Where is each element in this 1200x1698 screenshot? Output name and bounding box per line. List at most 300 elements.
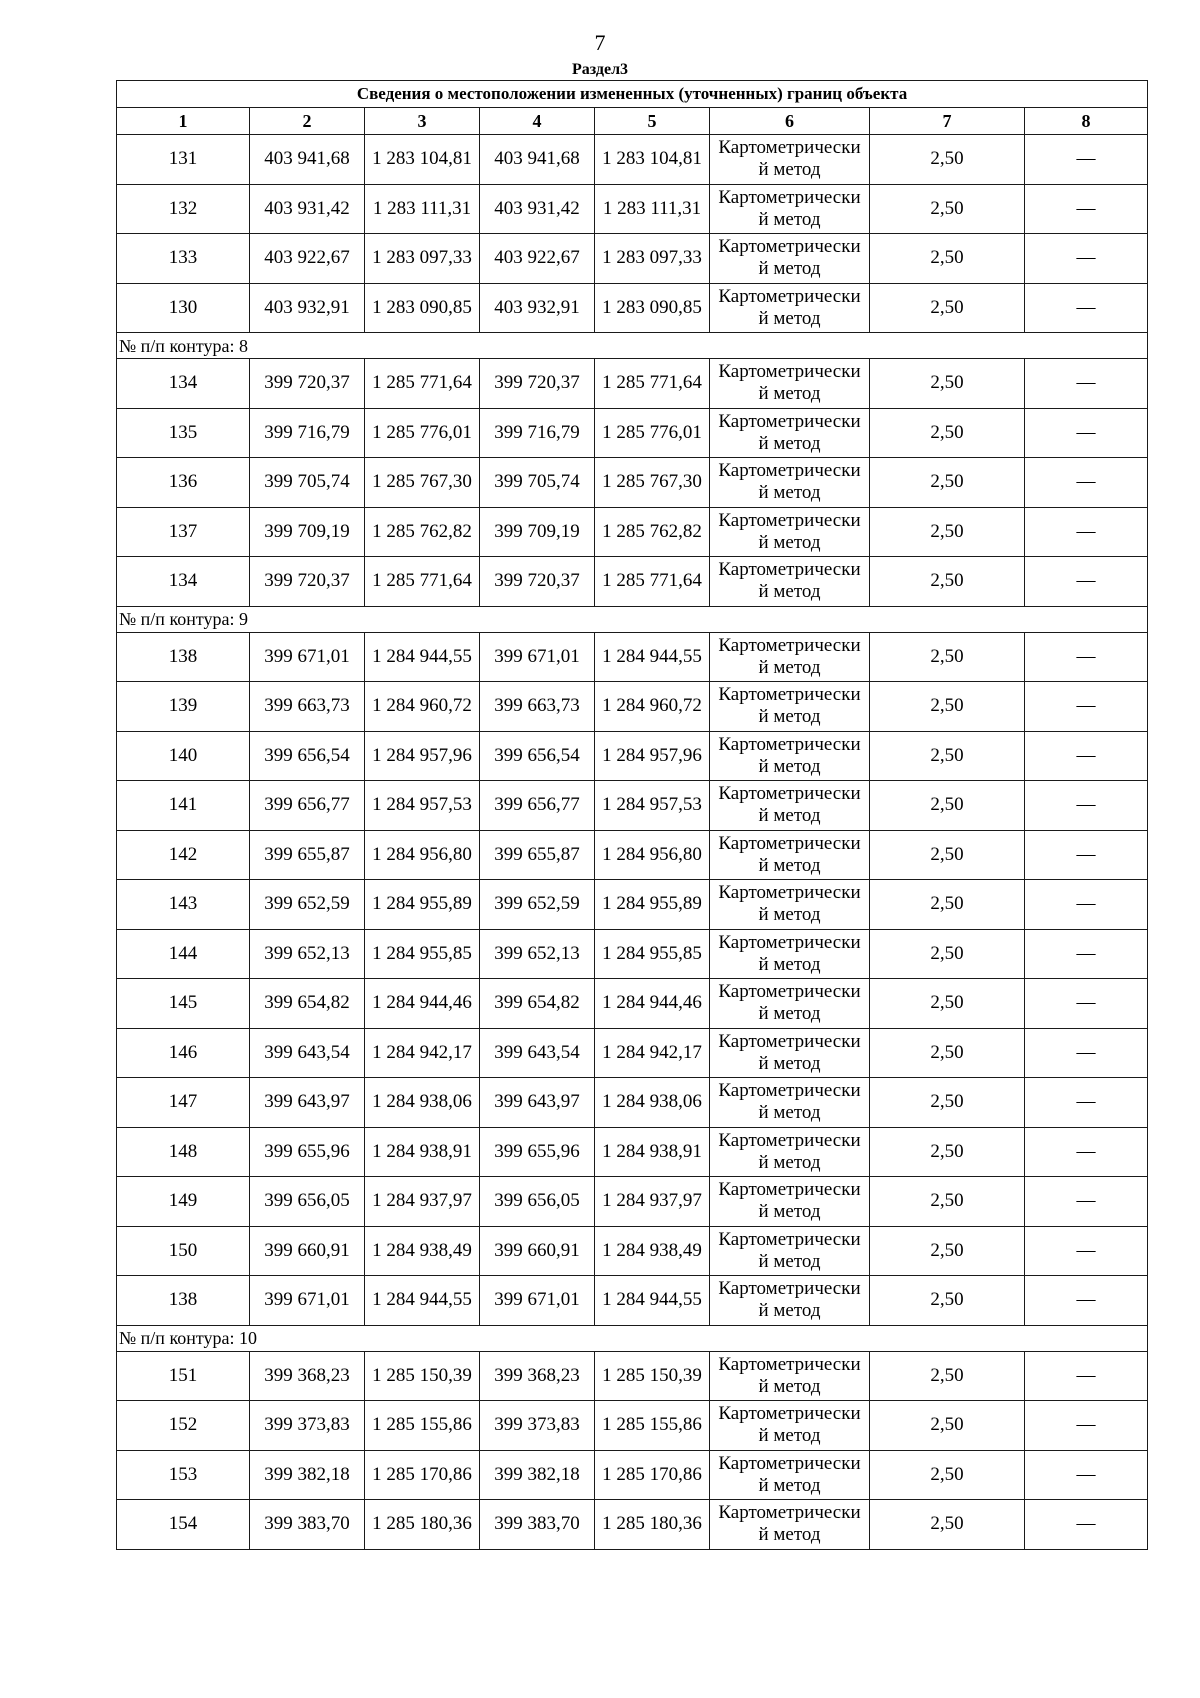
y-existing-cell: 1 283 104,81 <box>365 135 480 185</box>
description-cell: — <box>1025 507 1148 557</box>
x-existing-cell: 399 720,37 <box>250 557 365 607</box>
accuracy-cell: 2,50 <box>870 1401 1025 1451</box>
method-text-line2: й метод <box>758 904 821 926</box>
y-new-cell: 1 285 170,86 <box>595 1450 710 1500</box>
description-cell: — <box>1025 359 1148 409</box>
point-number-cell: 138 <box>117 1276 250 1326</box>
accuracy-cell: 2,50 <box>870 557 1025 607</box>
y-existing-cell: 1 284 937,97 <box>365 1177 480 1227</box>
y-new-cell: 1 284 938,06 <box>595 1078 710 1128</box>
description-cell: — <box>1025 830 1148 880</box>
x-existing-cell: 399 383,70 <box>250 1500 365 1550</box>
point-number-cell: 141 <box>117 781 250 831</box>
accuracy-cell: 2,50 <box>870 359 1025 409</box>
description-cell: — <box>1025 1401 1148 1451</box>
accuracy-cell: 2,50 <box>870 632 1025 682</box>
y-existing-cell: 1 285 771,64 <box>365 557 480 607</box>
x-new-cell: 399 373,83 <box>480 1401 595 1451</box>
y-existing-cell: 1 284 938,06 <box>365 1078 480 1128</box>
method-cell <box>710 458 870 508</box>
y-existing-cell: 1 283 111,31 <box>365 184 480 234</box>
table-row <box>117 234 1148 284</box>
y-new-cell: 1 284 957,96 <box>595 731 710 781</box>
y-new-cell: 1 284 944,55 <box>595 1276 710 1326</box>
x-existing-cell: 399 656,05 <box>250 1177 365 1227</box>
method-text-line1: Картометрически <box>718 1228 861 1250</box>
method-text-line2: й метод <box>758 1151 821 1173</box>
description-cell: — <box>1025 1226 1148 1276</box>
column-header: 7 <box>870 108 1025 135</box>
x-existing-cell: 399 652,13 <box>250 929 365 979</box>
method-text-line1: Картометрически <box>718 1452 861 1474</box>
x-existing-cell: 399 720,37 <box>250 359 365 409</box>
method-cell <box>710 731 870 781</box>
method-cell <box>710 283 870 333</box>
description-cell: — <box>1025 1127 1148 1177</box>
method-cell <box>710 1028 870 1078</box>
description-cell: — <box>1025 632 1148 682</box>
x-new-cell: 399 383,70 <box>480 1500 595 1550</box>
contour-label: № п/п контура: 9 <box>117 606 1148 632</box>
y-existing-cell: 1 284 955,85 <box>365 929 480 979</box>
method-text-line2: й метод <box>758 1102 821 1124</box>
description-cell: — <box>1025 731 1148 781</box>
y-existing-cell: 1 284 944,55 <box>365 632 480 682</box>
x-new-cell: 403 941,68 <box>480 135 595 185</box>
point-number-cell: 148 <box>117 1127 250 1177</box>
y-existing-cell: 1 284 938,91 <box>365 1127 480 1177</box>
method-cell <box>710 1226 870 1276</box>
point-number-cell: 149 <box>117 1177 250 1227</box>
table-row <box>117 781 1148 831</box>
description-cell: — <box>1025 1276 1148 1326</box>
column-header: 2 <box>250 108 365 135</box>
accuracy-cell: 2,50 <box>870 408 1025 458</box>
method-cell <box>710 1500 870 1550</box>
accuracy-cell: 2,50 <box>870 1177 1025 1227</box>
y-new-cell: 1 284 938,49 <box>595 1226 710 1276</box>
description-cell: — <box>1025 234 1148 284</box>
method-text-line2: й метод <box>758 755 821 777</box>
method-text-line1: Картометрически <box>718 186 861 208</box>
method-text-line1: Картометрически <box>718 684 861 706</box>
method-text-line2: й метод <box>758 307 821 329</box>
point-number-cell: 137 <box>117 507 250 557</box>
description-cell: — <box>1025 1177 1148 1227</box>
accuracy-cell: 2,50 <box>870 1127 1025 1177</box>
method-text-line1: Картометрически <box>718 361 861 383</box>
accuracy-cell: 2,50 <box>870 979 1025 1029</box>
accuracy-cell: 2,50 <box>870 1226 1025 1276</box>
description-cell: — <box>1025 557 1148 607</box>
y-new-cell: 1 285 155,86 <box>595 1401 710 1451</box>
method-text-line2: й метод <box>758 805 821 827</box>
method-text-line2: й метод <box>758 953 821 975</box>
x-existing-cell: 399 663,73 <box>250 682 365 732</box>
description-cell: — <box>1025 458 1148 508</box>
section-title: Раздел3 <box>571 61 629 78</box>
table-caption-row <box>117 81 1148 108</box>
point-number-cell: 136 <box>117 458 250 508</box>
accuracy-cell: 2,50 <box>870 184 1025 234</box>
description-cell: — <box>1025 184 1148 234</box>
table-row <box>117 1401 1148 1451</box>
description-cell: — <box>1025 408 1148 458</box>
x-existing-cell: 399 656,77 <box>250 781 365 831</box>
method-text-line2: й метод <box>758 1300 821 1322</box>
x-existing-cell: 399 709,19 <box>250 507 365 557</box>
method-text-line1: Картометрически <box>718 460 861 482</box>
x-existing-cell: 399 652,59 <box>250 880 365 930</box>
table-row <box>117 731 1148 781</box>
method-text-line1: Картометрически <box>718 559 861 581</box>
y-existing-cell: 1 284 955,89 <box>365 880 480 930</box>
method-text-line2: й метод <box>758 581 821 603</box>
method-text-line1: Картометрически <box>718 137 861 159</box>
y-existing-cell: 1 284 944,55 <box>365 1276 480 1326</box>
accuracy-cell: 2,50 <box>870 1450 1025 1500</box>
table-row <box>117 1028 1148 1078</box>
x-existing-cell: 399 671,01 <box>250 1276 365 1326</box>
y-new-cell: 1 285 150,39 <box>595 1351 710 1401</box>
y-existing-cell: 1 284 960,72 <box>365 682 480 732</box>
method-text-line2: й метод <box>758 1201 821 1223</box>
method-text-line2: й метод <box>758 432 821 454</box>
method-text-line1: Картометрически <box>718 1080 861 1102</box>
method-cell <box>710 781 870 831</box>
method-text-line1: Картометрически <box>718 1353 861 1375</box>
column-number-header-row <box>117 108 1148 135</box>
accuracy-cell: 2,50 <box>870 458 1025 508</box>
method-text-line1: Картометрически <box>718 981 861 1003</box>
x-existing-cell: 399 368,23 <box>250 1351 365 1401</box>
column-header: 8 <box>1025 108 1148 135</box>
point-number-cell: 147 <box>117 1078 250 1128</box>
boundary-coordinates-table <box>116 80 1148 1550</box>
table-row <box>117 359 1148 409</box>
table-row <box>117 1351 1148 1401</box>
x-new-cell: 399 671,01 <box>480 632 595 682</box>
y-new-cell: 1 285 771,64 <box>595 557 710 607</box>
description-cell: — <box>1025 1500 1148 1550</box>
y-existing-cell: 1 284 942,17 <box>365 1028 480 1078</box>
accuracy-cell: 2,50 <box>870 1351 1025 1401</box>
description-cell: — <box>1025 781 1148 831</box>
x-existing-cell: 399 716,79 <box>250 408 365 458</box>
x-existing-cell: 403 941,68 <box>250 135 365 185</box>
method-text-line1: Картометрически <box>718 1129 861 1151</box>
accuracy-cell: 2,50 <box>870 135 1025 185</box>
point-number-cell: 130 <box>117 283 250 333</box>
accuracy-cell: 2,50 <box>870 1276 1025 1326</box>
y-new-cell: 1 285 771,64 <box>595 359 710 409</box>
method-cell <box>710 234 870 284</box>
y-existing-cell: 1 285 170,86 <box>365 1450 480 1500</box>
description-cell: — <box>1025 979 1148 1029</box>
method-cell <box>710 979 870 1029</box>
point-number-cell: 134 <box>117 359 250 409</box>
method-cell <box>710 408 870 458</box>
description-cell: — <box>1025 1351 1148 1401</box>
x-new-cell: 399 643,54 <box>480 1028 595 1078</box>
method-text-line1: Картометрически <box>718 236 861 258</box>
x-new-cell: 399 656,05 <box>480 1177 595 1227</box>
description-cell: — <box>1025 283 1148 333</box>
table-row <box>117 135 1148 185</box>
table-row <box>117 1276 1148 1326</box>
accuracy-cell: 2,50 <box>870 929 1025 979</box>
table-row <box>117 1500 1148 1550</box>
table-row <box>117 1078 1148 1128</box>
x-new-cell: 399 655,96 <box>480 1127 595 1177</box>
x-new-cell: 399 382,18 <box>480 1450 595 1500</box>
method-text-line2: й метод <box>758 706 821 728</box>
accuracy-cell: 2,50 <box>870 781 1025 831</box>
method-text-line2: й метод <box>758 1474 821 1496</box>
y-new-cell: 1 283 111,31 <box>595 184 710 234</box>
x-existing-cell: 403 932,91 <box>250 283 365 333</box>
accuracy-cell: 2,50 <box>870 1500 1025 1550</box>
method-cell <box>710 359 870 409</box>
y-new-cell: 1 285 762,82 <box>595 507 710 557</box>
table-row <box>117 184 1148 234</box>
method-text-line1: Картометрически <box>718 931 861 953</box>
point-number-cell: 134 <box>117 557 250 607</box>
y-existing-cell: 1 285 762,82 <box>365 507 480 557</box>
method-text-line2: й метод <box>758 1524 821 1546</box>
accuracy-cell: 2,50 <box>870 830 1025 880</box>
contour-label: № п/п контура: 8 <box>117 333 1148 359</box>
point-number-cell: 146 <box>117 1028 250 1078</box>
accuracy-cell: 2,50 <box>870 731 1025 781</box>
method-cell <box>710 830 870 880</box>
accuracy-cell: 2,50 <box>870 682 1025 732</box>
column-header: 6 <box>710 108 870 135</box>
method-text-line2: й метод <box>758 531 821 553</box>
y-new-cell: 1 285 180,36 <box>595 1500 710 1550</box>
point-number-cell: 143 <box>117 880 250 930</box>
x-new-cell: 403 922,67 <box>480 234 595 284</box>
accuracy-cell: 2,50 <box>870 507 1025 557</box>
x-existing-cell: 399 705,74 <box>250 458 365 508</box>
contour-label: № п/п контура: 10 <box>117 1325 1148 1351</box>
y-existing-cell: 1 285 776,01 <box>365 408 480 458</box>
table-row <box>117 283 1148 333</box>
point-number-cell: 131 <box>117 135 250 185</box>
y-new-cell: 1 284 955,85 <box>595 929 710 979</box>
method-text-line1: Картометрически <box>718 509 861 531</box>
table-row <box>117 880 1148 930</box>
method-text-line1: Картометрически <box>718 1502 861 1524</box>
x-existing-cell: 403 931,42 <box>250 184 365 234</box>
table-row <box>117 1226 1148 1276</box>
contour-row <box>117 1325 1148 1351</box>
x-new-cell: 399 705,74 <box>480 458 595 508</box>
method-text-line2: й метод <box>758 1052 821 1074</box>
y-existing-cell: 1 285 155,86 <box>365 1401 480 1451</box>
point-number-cell: 145 <box>117 979 250 1029</box>
description-cell: — <box>1025 880 1148 930</box>
x-new-cell: 399 652,13 <box>480 929 595 979</box>
method-text-line1: Картометрически <box>718 1403 861 1425</box>
y-existing-cell: 1 283 090,85 <box>365 283 480 333</box>
y-new-cell: 1 284 957,53 <box>595 781 710 831</box>
method-text-line1: Картометрически <box>718 1278 861 1300</box>
x-new-cell: 399 656,54 <box>480 731 595 781</box>
x-existing-cell: 399 643,54 <box>250 1028 365 1078</box>
description-cell: — <box>1025 929 1148 979</box>
x-existing-cell: 399 373,83 <box>250 1401 365 1451</box>
point-number-cell: 150 <box>117 1226 250 1276</box>
point-number-cell: 138 <box>117 632 250 682</box>
y-new-cell: 1 283 090,85 <box>595 283 710 333</box>
x-new-cell: 399 652,59 <box>480 880 595 930</box>
table-row <box>117 979 1148 1029</box>
y-new-cell: 1 284 960,72 <box>595 682 710 732</box>
x-existing-cell: 399 654,82 <box>250 979 365 1029</box>
y-new-cell: 1 283 097,33 <box>595 234 710 284</box>
x-existing-cell: 403 922,67 <box>250 234 365 284</box>
y-existing-cell: 1 285 767,30 <box>365 458 480 508</box>
x-new-cell: 399 654,82 <box>480 979 595 1029</box>
method-text-line1: Картометрически <box>718 882 861 904</box>
x-new-cell: 399 720,37 <box>480 557 595 607</box>
x-new-cell: 399 656,77 <box>480 781 595 831</box>
y-new-cell: 1 284 938,91 <box>595 1127 710 1177</box>
x-existing-cell: 399 643,97 <box>250 1078 365 1128</box>
y-existing-cell: 1 284 957,53 <box>365 781 480 831</box>
method-cell <box>710 1177 870 1227</box>
contour-row <box>117 333 1148 359</box>
table-body <box>117 81 1148 1550</box>
method-text-line1: Картометрически <box>718 1179 861 1201</box>
y-existing-cell: 1 283 097,33 <box>365 234 480 284</box>
column-header: 4 <box>480 108 595 135</box>
x-new-cell: 399 663,73 <box>480 682 595 732</box>
x-new-cell: 399 660,91 <box>480 1226 595 1276</box>
method-text-line2: й метод <box>758 159 821 181</box>
method-text-line2: й метод <box>758 258 821 280</box>
method-text-line2: й метод <box>758 1375 821 1397</box>
table-row <box>117 929 1148 979</box>
method-text-line2: й метод <box>758 208 821 230</box>
y-new-cell: 1 284 955,89 <box>595 880 710 930</box>
table-caption: Сведения о местоположении измененных (уточненных) границ объекта <box>117 81 1148 108</box>
table-row <box>117 458 1148 508</box>
y-existing-cell: 1 284 944,46 <box>365 979 480 1029</box>
method-cell <box>710 1127 870 1177</box>
y-existing-cell: 1 285 150,39 <box>365 1351 480 1401</box>
table-row <box>117 682 1148 732</box>
y-new-cell: 1 284 937,97 <box>595 1177 710 1227</box>
description-cell: — <box>1025 135 1148 185</box>
method-cell <box>710 507 870 557</box>
point-number-cell: 154 <box>117 1500 250 1550</box>
y-existing-cell: 1 284 957,96 <box>365 731 480 781</box>
method-text-line1: Картометрически <box>718 832 861 854</box>
method-text-line2: й метод <box>758 482 821 504</box>
x-new-cell: 403 931,42 <box>480 184 595 234</box>
y-existing-cell: 1 284 956,80 <box>365 830 480 880</box>
table-row <box>117 408 1148 458</box>
x-existing-cell: 399 660,91 <box>250 1226 365 1276</box>
method-text-line2: й метод <box>758 1250 821 1272</box>
method-cell <box>710 557 870 607</box>
column-header: 1 <box>117 108 250 135</box>
x-new-cell: 399 709,19 <box>480 507 595 557</box>
y-new-cell: 1 285 776,01 <box>595 408 710 458</box>
method-text-line2: й метод <box>758 854 821 876</box>
description-cell: — <box>1025 1028 1148 1078</box>
method-text-line1: Картометрически <box>718 783 861 805</box>
column-header: 5 <box>595 108 710 135</box>
page-number: 7 <box>594 30 606 55</box>
point-number-cell: 152 <box>117 1401 250 1451</box>
method-cell <box>710 880 870 930</box>
method-text-line1: Картометрически <box>718 634 861 656</box>
point-number-cell: 133 <box>117 234 250 284</box>
accuracy-cell: 2,50 <box>870 880 1025 930</box>
method-cell <box>710 1276 870 1326</box>
table-row <box>117 1177 1148 1227</box>
table-row <box>117 632 1148 682</box>
y-existing-cell: 1 285 180,36 <box>365 1500 480 1550</box>
x-existing-cell: 399 671,01 <box>250 632 365 682</box>
point-number-cell: 144 <box>117 929 250 979</box>
method-cell <box>710 682 870 732</box>
method-text-line2: й метод <box>758 383 821 405</box>
x-new-cell: 399 720,37 <box>480 359 595 409</box>
point-number-cell: 132 <box>117 184 250 234</box>
x-existing-cell: 399 655,87 <box>250 830 365 880</box>
y-existing-cell: 1 284 938,49 <box>365 1226 480 1276</box>
table-row <box>117 1127 1148 1177</box>
column-header: 3 <box>365 108 480 135</box>
point-number-cell: 142 <box>117 830 250 880</box>
method-text-line2: й метод <box>758 1425 821 1447</box>
x-existing-cell: 399 382,18 <box>250 1450 365 1500</box>
point-number-cell: 135 <box>117 408 250 458</box>
method-text-line1: Картометрически <box>718 285 861 307</box>
accuracy-cell: 2,50 <box>870 234 1025 284</box>
method-cell <box>710 929 870 979</box>
table-row <box>117 507 1148 557</box>
x-new-cell: 403 932,91 <box>480 283 595 333</box>
point-number-cell: 139 <box>117 682 250 732</box>
method-cell <box>710 1450 870 1500</box>
table-row <box>117 830 1148 880</box>
accuracy-cell: 2,50 <box>870 283 1025 333</box>
description-cell: — <box>1025 1078 1148 1128</box>
table-row <box>117 557 1148 607</box>
method-text-line2: й метод <box>758 1003 821 1025</box>
description-cell: — <box>1025 682 1148 732</box>
x-new-cell: 399 671,01 <box>480 1276 595 1326</box>
description-cell: — <box>1025 1450 1148 1500</box>
x-new-cell: 399 655,87 <box>480 830 595 880</box>
y-new-cell: 1 284 956,80 <box>595 830 710 880</box>
method-cell <box>710 135 870 185</box>
x-existing-cell: 399 655,96 <box>250 1127 365 1177</box>
method-cell <box>710 1351 870 1401</box>
method-cell <box>710 1078 870 1128</box>
table-row <box>117 1450 1148 1500</box>
y-existing-cell: 1 285 771,64 <box>365 359 480 409</box>
x-new-cell: 399 643,97 <box>480 1078 595 1128</box>
x-new-cell: 399 716,79 <box>480 408 595 458</box>
point-number-cell: 140 <box>117 731 250 781</box>
method-text-line1: Картометрически <box>718 1030 861 1052</box>
